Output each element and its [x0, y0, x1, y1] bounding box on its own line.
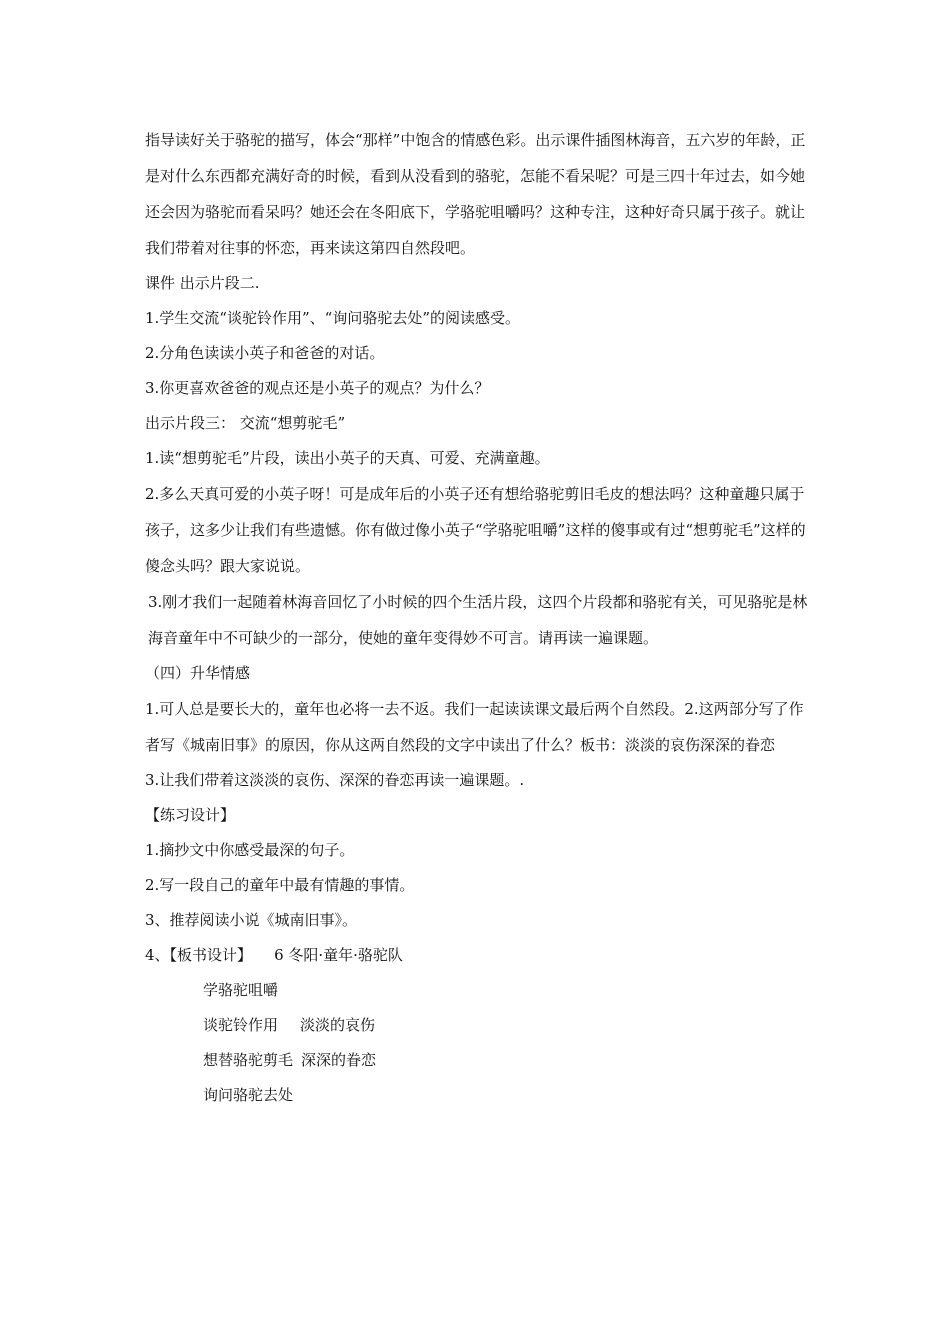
board-design-heading [145, 938, 815, 973]
board-row-left: 学骆驼咀嚼 [203, 981, 279, 999]
list-item: 1.摘抄文中你感受最深的句子。 [145, 841, 355, 859]
section-heading-exercise: 【练习设计】 [145, 806, 236, 824]
list-item: 3.让我们带着这淡淡的哀伤、深深的眷恋再读一遍课题。. [145, 771, 525, 789]
board-heading-label: 【板书设计】 [169, 946, 253, 964]
board-row [145, 1008, 815, 1043]
board-row-left: 询问骆驼去处 [203, 1086, 294, 1104]
board-row-right: 深深的眷恋 [301, 1051, 377, 1069]
board-row-left: 想替骆驼剪毛 [203, 1051, 294, 1069]
board-title: 6 冬阳·童年·骆驼队 [274, 946, 403, 964]
paragraph-segment-3: 出示片段三： 交流“想剪驼毛” [145, 414, 346, 432]
paragraph-intro: 指导读好关于骆驼的描写，体会“那样”中饱含的情感色彩。出示课件插图林海音，五六岁的年龄，正是对什么东西都充满好奇的时候，看到从没看到的骆驼，怎能不看呆呢？可是三四十年过去，如今她还会因为骆驼而看呆吗？她还会在冬阳底下，学骆驼咀嚼吗？这种专注，这种好奇只属于孩子。就让我们带着对往事的怀恋，再来读这第四自然段吧。 [145, 131, 806, 257]
section-heading: （四）升华情感 [145, 664, 251, 682]
list-item: 1.读“想剪驼毛”片段，读出小英子的天真、可爱、充满童趣。 [145, 449, 550, 467]
board-row-left: 谈驼铃作用 [203, 1016, 279, 1034]
list-item: 1.学生交流“谈驼铃作用”、“询问骆驼去处”的阅读感受。 [145, 309, 520, 327]
board-row-right: 淡淡的哀伤 [300, 1016, 376, 1034]
list-item: 3、推荐阅读小说《城南旧事》。 [145, 911, 358, 929]
board-row [145, 973, 815, 1008]
paragraph-sublimate: 1.可人总是要长大的，童年也必将一去不返。我们一起读读课文最后两个自然段。2.这两部分写了作者写《城南旧事》的原因，你从这两自然段的文字中读出了什么？板书：淡淡的哀伤深深的眷恋 [145, 700, 804, 754]
paragraph-courseware-2: 课件 出示片段二. [145, 274, 260, 292]
paragraph-recall: 3.刚才我们一起随着林海音回忆了小时候的四个生活片段，这四个片段都和骆驼有关，可见骆驼是林海音童年中不可缺少的一部分，使她的童年变得妙不可言。请再读一遍课题。 [148, 593, 808, 647]
board-heading-number: 4、 [145, 946, 170, 964]
list-item: 2.写一段自己的童年中最有情趣的事情。 [145, 876, 415, 894]
list-item: 3.你更喜欢爸爸的观点还是小英子的观点？为什么？ [145, 379, 490, 397]
list-item: 2.分角色读读小英子和爸爸的对话。 [145, 344, 385, 362]
board-row [145, 1078, 815, 1113]
document-body [145, 122, 815, 1113]
board-row [145, 1043, 815, 1078]
paragraph-childlike: 2.多么天真可爱的小英子呀！可是成年后的小英子还有想给骆驼剪旧毛皮的想法吗？这种童趣只属于孩子，这多少让我们有些遗憾。你有做过像小英子“学骆驼咀嚼”这样的傻事或有过“想剪驼毛”这样的傻念头吗？跟大家说说。 [145, 485, 806, 575]
